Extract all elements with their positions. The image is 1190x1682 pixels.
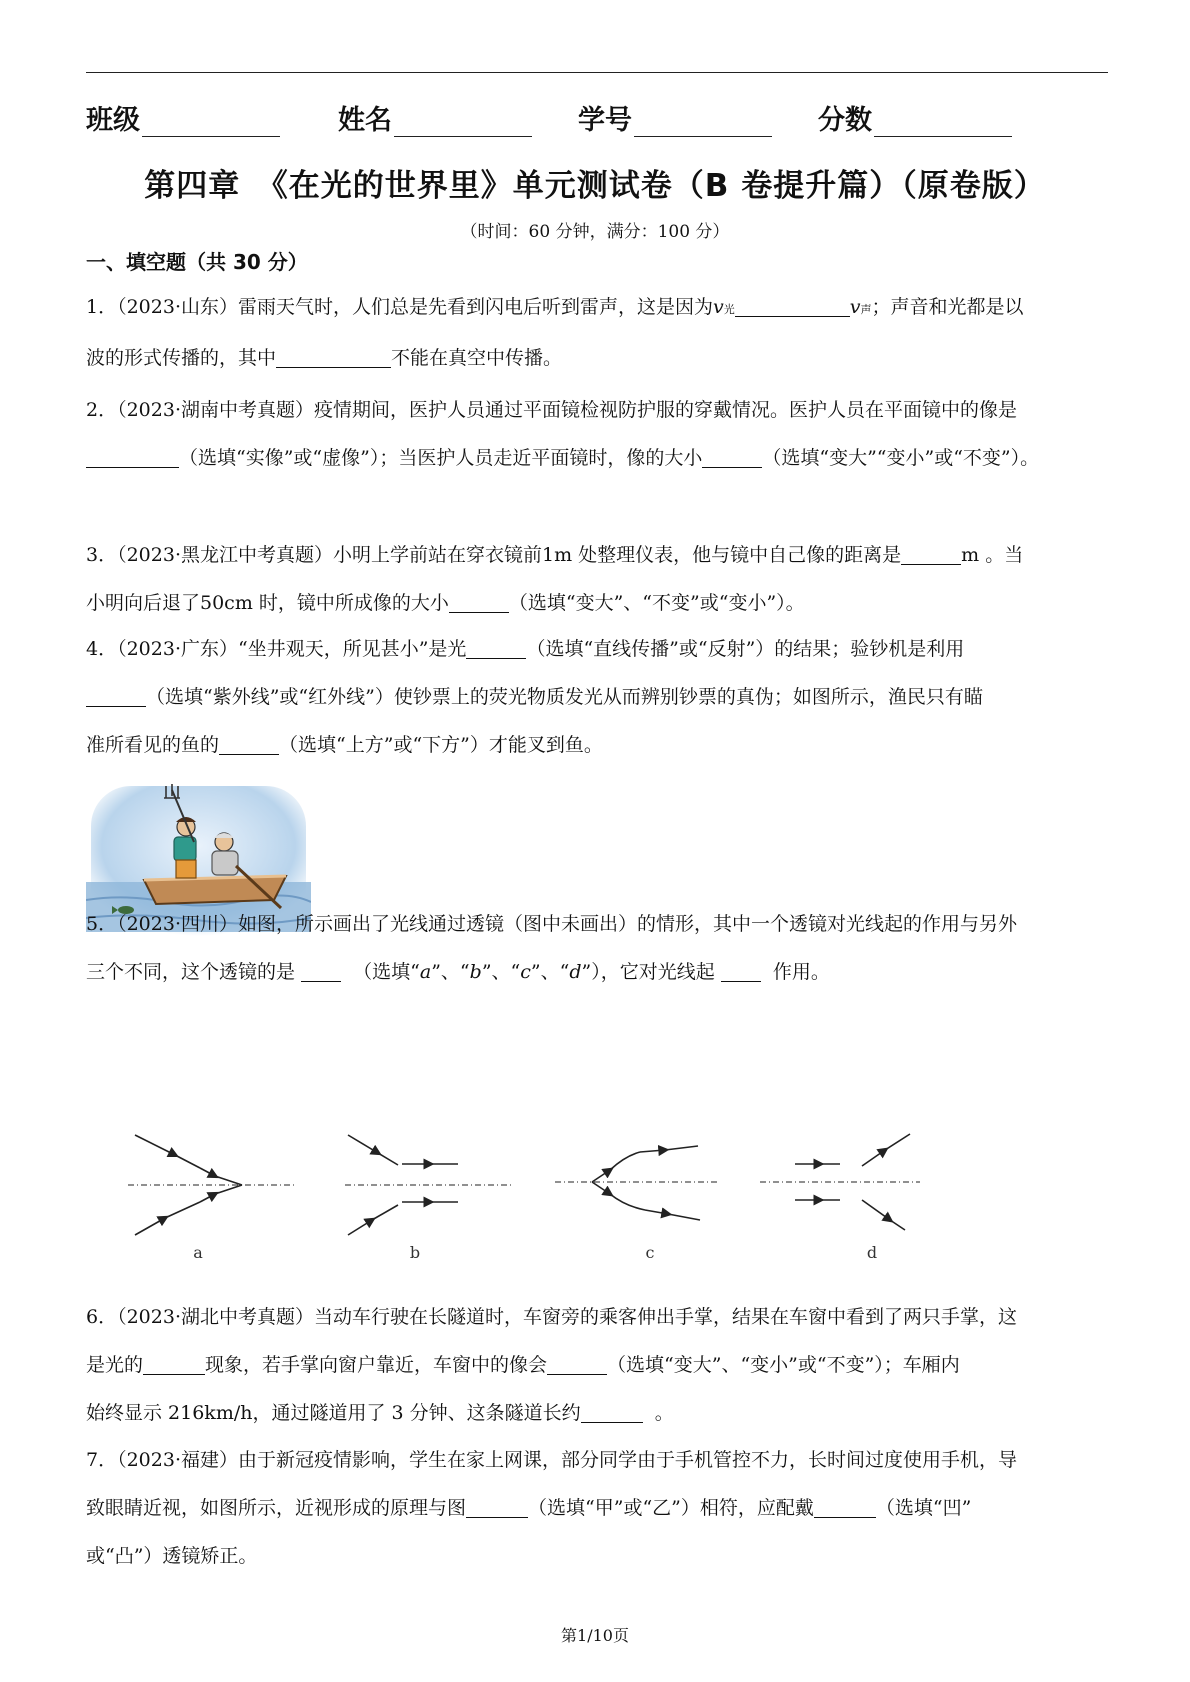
lens-label-d: d [866, 1243, 878, 1262]
answer-blank[interactable] [814, 1493, 876, 1518]
section-heading: 一、填空题（共 30 分） [86, 250, 308, 274]
name-field: 姓名 [338, 98, 532, 137]
answer-blank[interactable] [143, 1350, 205, 1375]
answer-blank[interactable] [86, 443, 179, 468]
question-2: 2．（2023·湖南中考真题）疫情期间，医护人员通过平面镜检视防护服的穿戴情况。医护人员在平面镜中的像是 （选填“实像”或“虚像”）；当医护人员走近平面镜时，像的大小 （选填“变大”“变小”或“不变”）。 [86, 399, 1040, 469]
lens-ray-diagrams [120, 1120, 950, 1270]
question-4: 4．（2023·广东）“坐井观天，所见甚小”是光 （选填“直线传播”或“反射”）的结果；验钞机是利用 （选填“紫外线”或“红外线”）使钞票上的荧光物质发光从而辨别钞票的真伪；如图所示，渔民只有瞄 准所看见的鱼的 （选填“上方”或“下方”）才能叉到鱼。 [86, 625, 1108, 769]
answer-blank[interactable] [547, 1350, 607, 1375]
answer-blank[interactable] [466, 1493, 528, 1518]
lens-label-a: a [193, 1243, 203, 1262]
student-info-line [86, 98, 1108, 138]
lens-label-b: b [409, 1243, 421, 1262]
lens-label-c: c [645, 1243, 655, 1262]
question-5: 5．（2023·四川）如图，所示画出了光线通过透镜（图中未画出）的情形，其中一个透镜对光线起的作用与另外 三个不同，这个透镜的是 （选填“a”、“b”、“c”、“d”），它对光线起 作用。 [86, 913, 1018, 983]
answer-blank[interactable] [581, 1398, 643, 1423]
score-field: 分数 [818, 98, 1012, 137]
answer-blank[interactable] [276, 343, 391, 368]
score-blank[interactable] [874, 106, 1012, 137]
question-6: 6．（2023·湖北中考真题）当动车行驶在长隧道时，车窗旁的乘客伸出手掌，结果在车窗中看到了两只手掌，这 是光的 现象，若手掌向窗户靠近，车窗中的像会 （选填“变大”、“变小”或“不变”）；车厢内 始终显示 216km/h，通过隧道用了 3 分钟、这条隧道长约 。 [86, 1306, 1018, 1424]
question-3: 3．（2023·黑龙江中考真题）小明上学前站在穿衣镜前1m 处整理仪表，他与镜中自己像的距离是 m 。当 小明向后退了50cm 时，镜中所成像的大小 （选填“变大”、“不变”或“变小”）。 [86, 531, 1108, 627]
page-title: 第四章 《在光的世界里》单元测试卷（B 卷提升篇）（原卷版） [144, 168, 1046, 204]
answer-blank[interactable] [721, 957, 761, 982]
answer-blank[interactable] [702, 443, 762, 468]
answer-blank[interactable] [86, 682, 146, 707]
answer-blank[interactable] [301, 957, 341, 982]
class-blank[interactable] [142, 106, 280, 137]
student-id-field: 学号 [578, 98, 772, 137]
class-field: 班级 [86, 98, 280, 137]
name-blank[interactable] [394, 106, 532, 137]
answer-blank[interactable] [466, 634, 526, 659]
question-7: 7．（2023·福建）由于新冠疫情影响，学生在家上网课，部分同学由于手机管控不力，长时间过度使用手机，导 致眼睛近视，如图所示，近视形成的原理与图 （选填“甲”或“乙”）相符，应配戴 （选填“凹” 或“凸”）透镜矫正。 [86, 1449, 1018, 1567]
answer-blank[interactable] [735, 292, 850, 317]
answer-blank[interactable] [449, 588, 509, 613]
page-subtitle: （时间：60 分钟，满分：100 分） [460, 222, 730, 242]
answer-blank[interactable] [219, 730, 279, 755]
question-1: 1．（2023·山东）雷雨天气时，人们总是先看到闪电后听到雷声，这是因为v光 v声；声音和光都是以 波的形式传播的，其中 不能在真空中传播。 [86, 283, 1108, 382]
student-id-blank[interactable] [634, 106, 772, 137]
answer-blank[interactable] [901, 540, 961, 565]
page-number: 第1/10页 [561, 1626, 629, 1645]
top-rule [86, 72, 1108, 73]
